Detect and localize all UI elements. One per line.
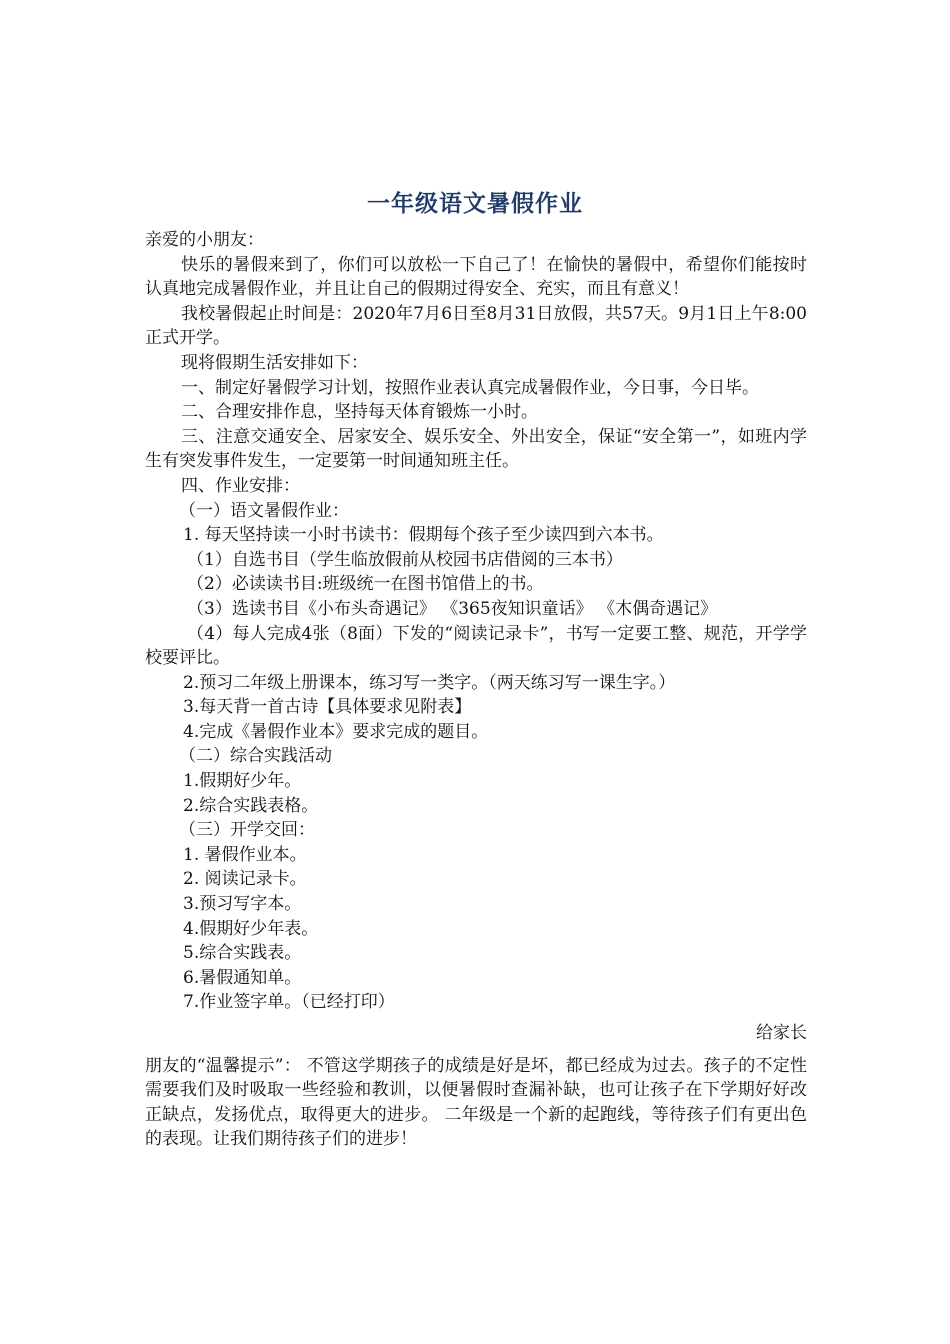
rule-item: 四、作业安排：: [181, 475, 300, 496]
section-heading: （三）开学交回：: [179, 820, 315, 841]
homework-item: （1）自选书目（学生临放假前从校园书店借阅的三本书）: [187, 549, 623, 570]
homework-item: 3.每天背一首古诗【具体要求见附表】: [183, 697, 472, 718]
return-item: 7.作业签字单。（已经打印）: [183, 992, 395, 1013]
dates-paragraph: 我校暑假起止时间是：2020年7月6日至8月31日放假，共57天。9月1日上午8:00正式开学。: [145, 303, 807, 349]
activity-item: 1.假期好少年。: [183, 771, 302, 792]
return-item: 1. 暑假作业本。: [183, 844, 307, 865]
return-item: 2. 阅读记录卡。: [183, 869, 307, 890]
homework-item: （4）每人完成4张（8面）下发的“阅读记录卡”，书写一定要工整、规范，开学学校要评比。: [145, 623, 807, 669]
homework-item: 2.预习二年级上册课本，练习写一类字。（两天练习写一课生字。）: [183, 672, 676, 693]
document-body: [145, 228, 807, 1152]
homework-item: （3）选读书目《小布头奇遇记》 《365夜知识童话》 《木偶奇遇记》: [187, 598, 718, 619]
intro-paragraph: 快乐的暑假来到了，你们可以放松一下自己了！在愉快的暑假中，希望你们能按时认真地完成暑假作业，并且让自己的假期过得安全、充实，而且有意义！: [145, 254, 807, 300]
arrange-intro: 现将假期生活安排如下：: [181, 352, 368, 373]
homework-item: （2）必读读书目:班级统一在图书馆借上的书。: [187, 574, 544, 595]
rule-item: 二、合理安排作息，坚持每天体育锻炼一小时。: [181, 402, 538, 423]
section-heading: （二）综合实践活动: [179, 746, 332, 767]
rule-item: 三、注意交通安全、居家安全、娱乐安全、外出安全，保证“安全第一”，如班内学生有突发事件发生，一定要第一时间通知班主任。: [145, 426, 807, 472]
to-parents-label: 给家长: [756, 1023, 807, 1043]
activity-item: 2.综合实践表格。: [183, 795, 319, 816]
section-heading: （一）语文暑假作业：: [179, 500, 349, 521]
return-item: 5.综合实践表。: [183, 943, 302, 964]
homework-item: 1. 每天坚持读一小时书读书：假期每个孩子至少读四到六本书。: [183, 525, 664, 546]
greeting: 亲爱的小朋友：: [145, 230, 264, 250]
return-item: 4.假期好少年表。: [183, 918, 319, 939]
rule-item: 一、制定好暑假学习计划，按照作业表认真完成暑假作业，今日事，今日毕。: [181, 377, 759, 398]
homework-item: 4.完成《暑假作业本》要求完成的题目。: [183, 721, 489, 742]
closing-paragraph: 朋友的“温馨提示”： 不管这学期孩子的成绩是好是坏，都已经成为过去。孩子的不定性需要我们及时吸取一些经验和教训，以便暑假时查漏补缺，也可让孩子在下学期好好改正缺点，发扬优点，取得更大的进步。 二年级是一个新的起跑线，等待孩子们有更出色的表现。让我们期待孩子们的进步！: [145, 1055, 807, 1150]
document-title: 一年级语文暑假作业: [367, 190, 583, 217]
return-item: 6.暑假通知单。: [183, 967, 302, 988]
return-item: 3.预习写字本。: [183, 894, 302, 915]
